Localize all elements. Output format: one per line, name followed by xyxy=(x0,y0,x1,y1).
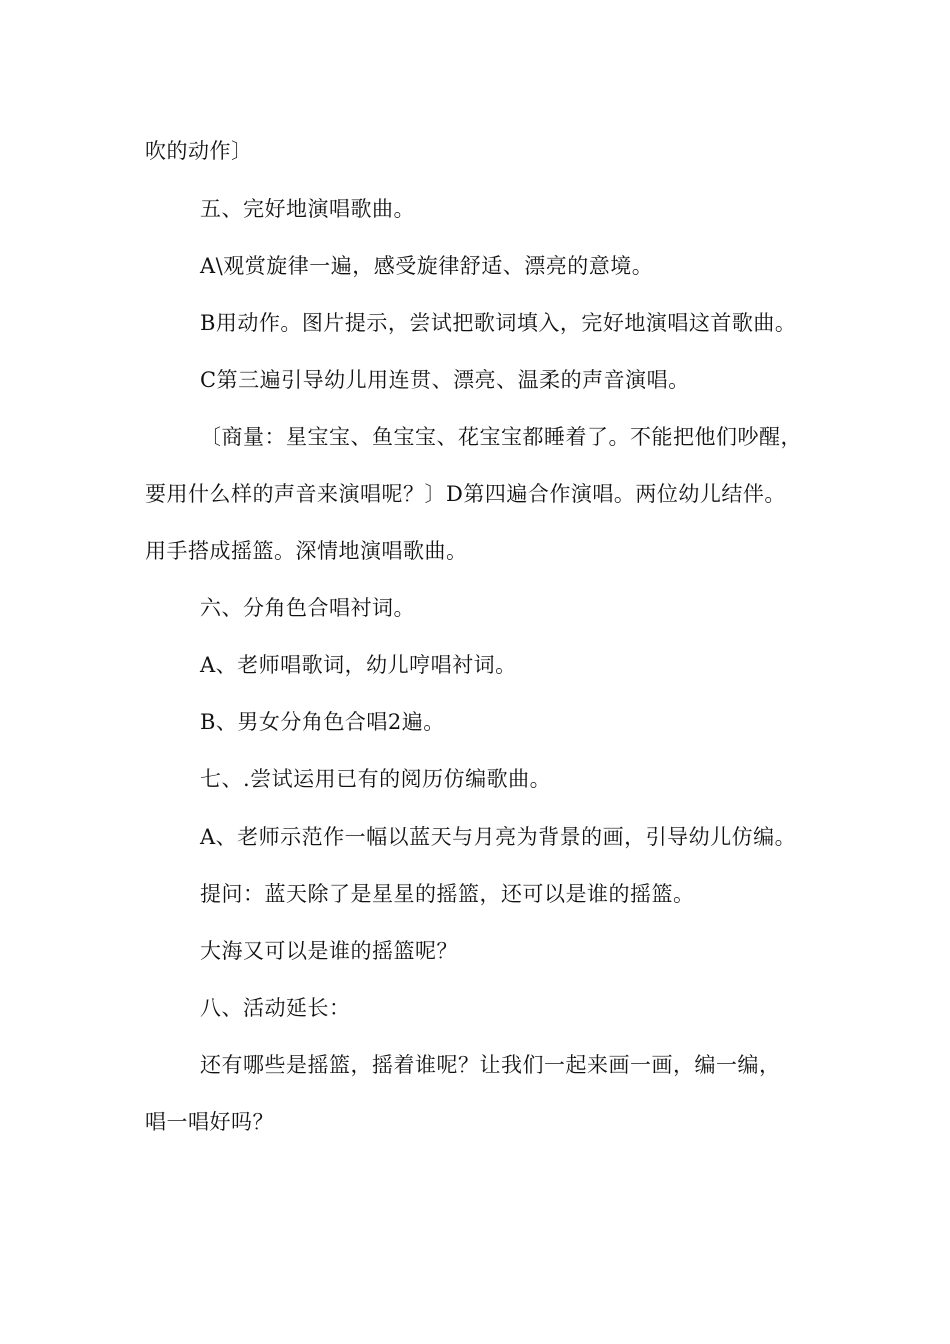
text-line: A\观赏旋律一遍，感受旋律舒适、漂亮的意境。 xyxy=(200,254,654,278)
text-line: 吹的动作〕 xyxy=(145,139,253,163)
text-line: A、老师示范作一幅以蓝天与月亮为背景的画，引导幼儿仿编。 xyxy=(200,825,797,849)
text-line: 大海又可以是谁的摇篮呢？ xyxy=(200,939,458,963)
text-line: 要用什么样的声音来演唱呢？〕D第四遍合作演唱。两位幼儿结伴。 xyxy=(145,482,786,506)
text-line: B、男女分角色合唱2遍。 xyxy=(200,710,445,734)
text-line: 用手搭成摇篮。深情地演唱歌曲。 xyxy=(145,539,468,563)
section-heading: 五、完好地演唱歌曲。 xyxy=(200,197,415,221)
text-line: 唱一唱好吗？ xyxy=(145,1110,274,1134)
text-line: A、老师唱歌词，幼儿哼唱衬词。 xyxy=(200,653,517,677)
section-heading: 六、分角色合唱衬词。 xyxy=(200,596,415,620)
text-line: 提问：蓝天除了是星星的摇篮，还可以是谁的摇篮。 xyxy=(200,882,695,906)
section-heading: 七、.尝试运用已有的阅历仿编歌曲。 xyxy=(200,767,552,791)
text-line: 〔商量：星宝宝、鱼宝宝、花宝宝都睡着了。不能把他们吵醒， xyxy=(200,425,802,449)
section-heading: 八、活动延长： xyxy=(200,996,351,1020)
text-line: B用动作。图片提示，尝试把歌词填入，完好地演唱这首歌曲。 xyxy=(200,311,797,335)
text-line: 还有哪些是摇篮，摇着谁呢？让我们一起来画一画，编一编， xyxy=(200,1053,781,1077)
text-line: C第三遍引导幼儿用连贯、漂亮、温柔的声音演唱。 xyxy=(200,368,690,392)
